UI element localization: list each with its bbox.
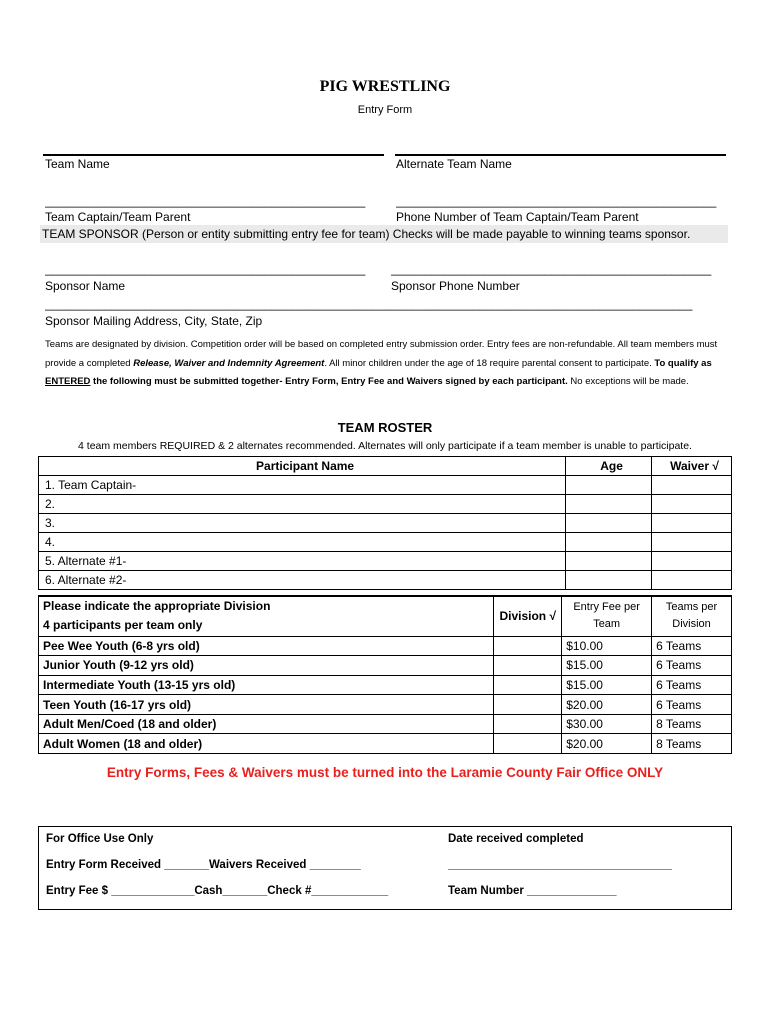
age-cell[interactable] (566, 571, 652, 590)
date-received-line[interactable]: ___________________________________ (448, 859, 672, 871)
table-row (39, 476, 732, 495)
division-fee: $20.00 (562, 734, 652, 754)
form-title: PIG WRESTLING (319, 78, 451, 95)
division-check-cell[interactable] (494, 656, 562, 676)
table-row (39, 495, 732, 514)
age-cell[interactable] (566, 476, 652, 495)
table-row (39, 714, 732, 734)
team-name-line[interactable] (43, 154, 384, 156)
division-teams: 6 Teams (652, 656, 732, 676)
division-check-cell[interactable] (494, 714, 562, 734)
waiver-cell[interactable] (652, 571, 732, 590)
division-teams: 8 Teams (652, 734, 732, 754)
submission-notice: Entry Forms, Fees & Waivers must be turned into the Laramie County Fair Office ONLY (106, 765, 664, 780)
team-name-label: Team Name (45, 157, 110, 171)
division-instructions: Please indicate the appropriate Division 4 participants per team only (39, 596, 494, 636)
division-check-cell[interactable] (494, 636, 562, 656)
division-check-cell[interactable] (494, 695, 562, 715)
entry-fee-header: Entry Fee per Team (562, 596, 652, 636)
division-teams: 6 Teams (652, 695, 732, 715)
team-captain-blank[interactable]: ________________________________________________ (45, 194, 366, 208)
entry-form-received-field[interactable]: Entry Form Received _______Waivers Received ________ (46, 859, 361, 871)
division-name: Adult Women (18 and older) (39, 734, 494, 754)
division-table (38, 595, 732, 754)
participant-name-cell[interactable]: 5. Alternate #1- (39, 552, 566, 571)
entry-fee-field[interactable]: Entry Fee $ _____________Cash_______Check #____________ (46, 885, 389, 897)
participant-name-cell[interactable]: 1. Team Captain- (39, 476, 566, 495)
team-captain-label: Team Captain/Team Parent (45, 210, 191, 224)
division-teams: 8 Teams (652, 714, 732, 734)
participant-name-cell[interactable]: 6. Alternate #2- (39, 571, 566, 590)
roster-header-row (39, 457, 732, 476)
waiver-cell[interactable] (652, 552, 732, 571)
waiver-cell[interactable] (652, 514, 732, 533)
team-roster-note: 4 team members REQUIRED & 2 alternates recommended. Alternates will only participate if a team member is unable to participate. (78, 440, 692, 452)
division-name: Junior Youth (9-12 yrs old) (39, 656, 494, 676)
alternate-team-name-label: Alternate Team Name (396, 157, 512, 171)
sponsor-name-label: Sponsor Name (45, 279, 126, 293)
teams-per-division-header: Teams per Division (652, 596, 732, 636)
form-subtitle: Entry Form (357, 104, 413, 116)
age-cell[interactable] (566, 514, 652, 533)
sponsor-address-blank[interactable]: _________________________________________________________________________________________________ (45, 297, 693, 311)
table-row (39, 514, 732, 533)
division-fee: $30.00 (562, 714, 652, 734)
waiver-cell[interactable] (652, 533, 732, 552)
division-name: Adult Men/Coed (18 and older) (39, 714, 494, 734)
table-row (39, 533, 732, 552)
age-cell[interactable] (566, 495, 652, 514)
division-name: Teen Youth (16-17 yrs old) (39, 695, 494, 715)
division-fee: $10.00 (562, 636, 652, 656)
team-sponsor-bar: TEAM SPONSOR (Person or entity submitting entry fee for team) Checks will be made payable to winning teams sponsor. (40, 225, 728, 243)
table-row (39, 656, 732, 676)
participant-name-header: Participant Name (39, 457, 566, 476)
sponsor-phone-blank[interactable]: ________________________________________________ (391, 262, 712, 276)
participant-name-cell[interactable]: 2. (39, 495, 566, 514)
division-name: Intermediate Youth (13-15 yrs old) (39, 675, 494, 695)
team-number-field[interactable]: Team Number ______________ (448, 885, 617, 897)
team-roster-heading: TEAM ROSTER (337, 420, 433, 435)
waiver-cell[interactable] (652, 495, 732, 514)
captain-phone-blank[interactable]: ________________________________________________ (396, 194, 717, 208)
division-fee: $15.00 (562, 675, 652, 695)
sponsor-name-blank[interactable]: ________________________________________________ (45, 262, 366, 276)
age-cell[interactable] (566, 552, 652, 571)
sponsor-address-label: Sponsor Mailing Address, City, State, Zip (45, 314, 263, 328)
division-check-cell[interactable] (494, 734, 562, 754)
office-use-box (38, 826, 732, 910)
division-name: Pee Wee Youth (6-8 yrs old) (39, 636, 494, 656)
table-row (39, 636, 732, 656)
table-row (39, 552, 732, 571)
table-row (39, 734, 732, 754)
rules-paragraph: Teams are designated by division. Competition order will be based on completed entry submission order. Entry fees are non-refundable. All team members must provide a completed Release, Waiver and Indemnity Agreement. All minor children under the age of 18 require parental consent to participate. To qualify as ENTERED the following must be submitted together- Entry Form, Entry Fee and Waivers signed by each participant. No exceptions will be made. (45, 339, 718, 387)
division-header-row (39, 596, 732, 636)
division-fee: $15.00 (562, 656, 652, 676)
division-teams: 6 Teams (652, 636, 732, 656)
office-use-title: For Office Use Only (46, 833, 154, 845)
division-fee: $20.00 (562, 695, 652, 715)
age-header: Age (566, 457, 652, 476)
division-teams: 6 Teams (652, 675, 732, 695)
table-row (39, 695, 732, 715)
participant-name-cell[interactable]: 3. (39, 514, 566, 533)
division-check-cell[interactable] (494, 675, 562, 695)
participant-name-cell[interactable]: 4. (39, 533, 566, 552)
date-received-label: Date received completed (448, 833, 584, 845)
alternate-team-name-line[interactable] (395, 154, 726, 156)
age-cell[interactable] (566, 533, 652, 552)
division-check-header: Division √ (494, 596, 562, 636)
table-row (39, 571, 732, 590)
table-row (39, 675, 732, 695)
captain-phone-label: Phone Number of Team Captain/Team Parent (396, 210, 639, 224)
sponsor-phone-label: Sponsor Phone Number (391, 279, 520, 293)
team-roster-table (38, 456, 732, 590)
waiver-cell[interactable] (652, 476, 732, 495)
waiver-header: Waiver √ (652, 457, 732, 476)
